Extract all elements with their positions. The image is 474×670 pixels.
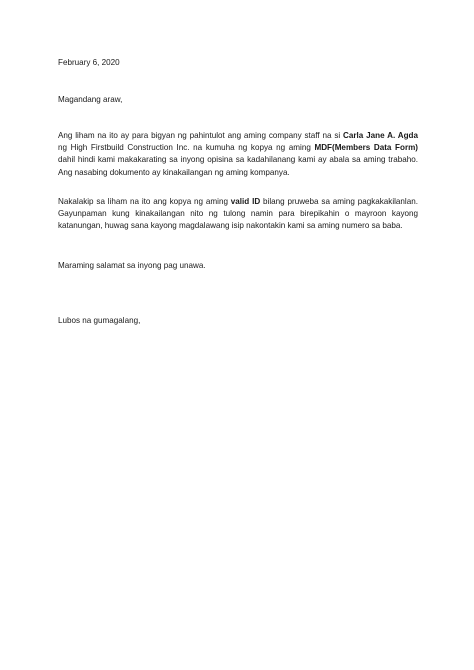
letter-paragraph-1 xyxy=(58,130,418,179)
paragraph-1-text-b: ng High Firstbuild Construction Inc. na kumuha ng kopya ng aming xyxy=(58,143,315,153)
staff-name: Carla Jane A. Agda xyxy=(343,131,418,140)
paragraph-2-text-b: bilang pruweba sa aming pagkakakilanlan. Gayunpaman kung kinakailangan nito ng tulong namin para birepikahin o mayroon kayong katanungan, huwag sana kayong magdalawang isip nakontakin kami sa aming numero sa baba. xyxy=(58,197,418,231)
letter-date: February 6, 2020 xyxy=(58,58,120,67)
paragraph-1-text-c: dahil hindi kami makakarating sa inyong opisina sa kadahilanang kami ay abala sa aming trabaho. Ang nasabing dokumento ay kinakailangan ng aming kompanya. xyxy=(58,155,418,177)
letter-paragraph-2 xyxy=(58,196,418,233)
paragraph-2-text-a: Nakalakip sa liham na ito ang kopya ng aming xyxy=(58,197,231,206)
attachment-name: valid ID xyxy=(230,197,261,206)
document-name: MDF(Members Data Form) xyxy=(314,143,418,153)
paragraph-1-text-a: Ang liham na ito ay para bigyan ng pahintulot ang aming company staff na si xyxy=(58,131,344,140)
letter-greeting: Magandang araw, xyxy=(58,95,123,104)
letter-closing: Lubos na gumagalang, xyxy=(58,316,141,325)
letter-thanks: Maraming salamat sa inyong pag unawa. xyxy=(58,261,206,270)
